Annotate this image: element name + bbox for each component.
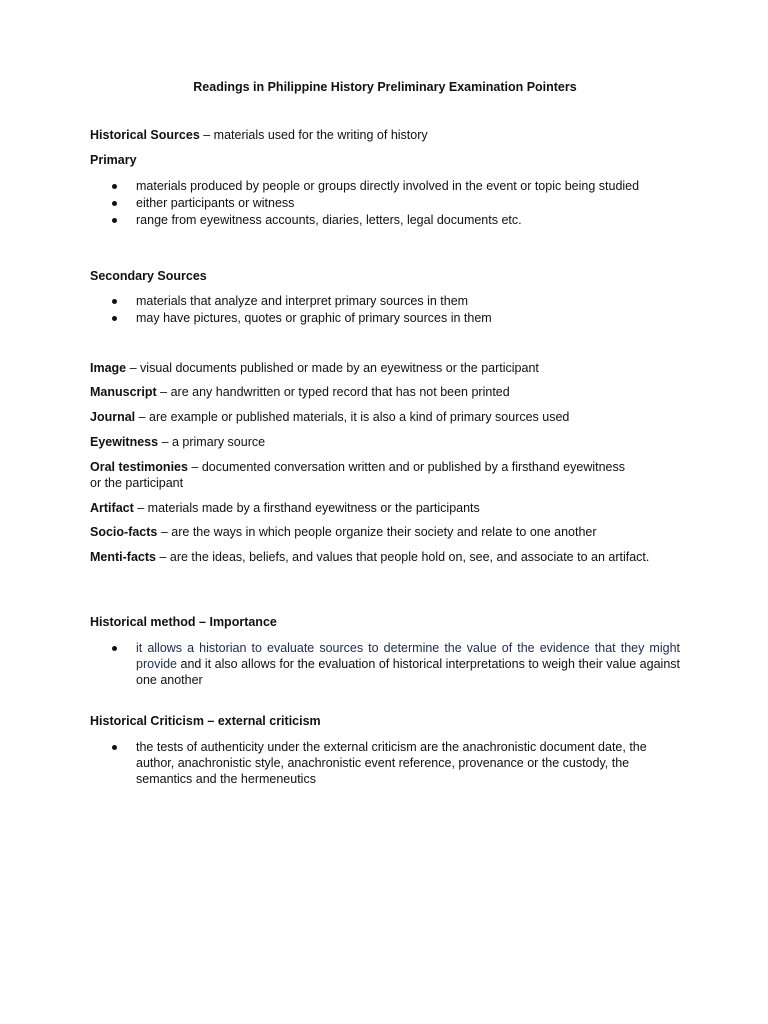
primary-bullet-list [90,178,680,229]
bullet-icon [112,316,117,321]
term-artifact: Artifact – materials made by a firsthand eyewitness or the participants [90,501,480,515]
term-eyewitness: Eyewitness – a primary source [90,435,266,449]
term-journal: Journal – are example or published materials, it is also a kind of primary sources used [90,410,570,424]
historical-criticism-bullet-list [90,739,680,788]
list-item: materials produced by people or groups directly involved in the event or topic being studied [90,178,680,194]
bullet-icon [112,646,117,651]
bullet-icon [112,184,117,189]
secondary-heading: Secondary Sources [90,269,207,283]
term-manuscript: Manuscript – are any handwritten or typed record that has not been printed [90,385,510,399]
bullet-icon [112,299,117,304]
list-item: materials that analyze and interpret primary sources in them [90,293,680,309]
bullet-icon [112,201,117,206]
historical-sources-definition [90,127,680,143]
definition-historical-sources: – materials used for the writing of history [199,128,428,142]
list-item: the tests of authenticity under the external criticism are the anachronistic document date, the author, anachronistic style, anachronistic event reference, provenance or the custody, the semantics and the hermeneutics [90,739,680,787]
term-image: Image – visual documents published or made by an eyewitness or the participant [90,361,539,375]
term-menti-facts: Menti-facts – are the ideas, beliefs, and values that people hold on, see, and associate to an artifact. [90,550,650,564]
list-item: it allows a historian to evaluate sources to determine the value of the evidence that they might provide and it also allows for the evaluation of historical interpretations to weigh their value against one another [90,640,680,688]
historical-criticism-heading: Historical Criticism – external criticism [90,714,321,728]
document-title: Readings in Philippine History Preliminary Examination Pointers [193,80,577,94]
primary-heading: Primary [90,153,137,167]
list-item: either participants or witness [90,195,680,211]
historical-method-bullet-list [90,640,680,689]
secondary-bullet-list [90,293,680,327]
bullet-icon [112,218,117,223]
term-socio-facts: Socio-facts – are the ways in which people organize their society and relate to one another [90,525,597,539]
list-item: range from eyewitness accounts, diaries, letters, legal documents etc. [90,212,680,228]
historical-method-heading: Historical method – Importance [90,615,277,629]
term-oral-testimonies: Oral testimonies – documented conversation written and or published by a firsthand eyewitness or the participant [90,460,626,490]
bullet-icon [112,745,117,750]
list-item: may have pictures, quotes or graphic of primary sources in them [90,310,680,326]
term-historical-sources: Historical Sources [90,128,200,142]
